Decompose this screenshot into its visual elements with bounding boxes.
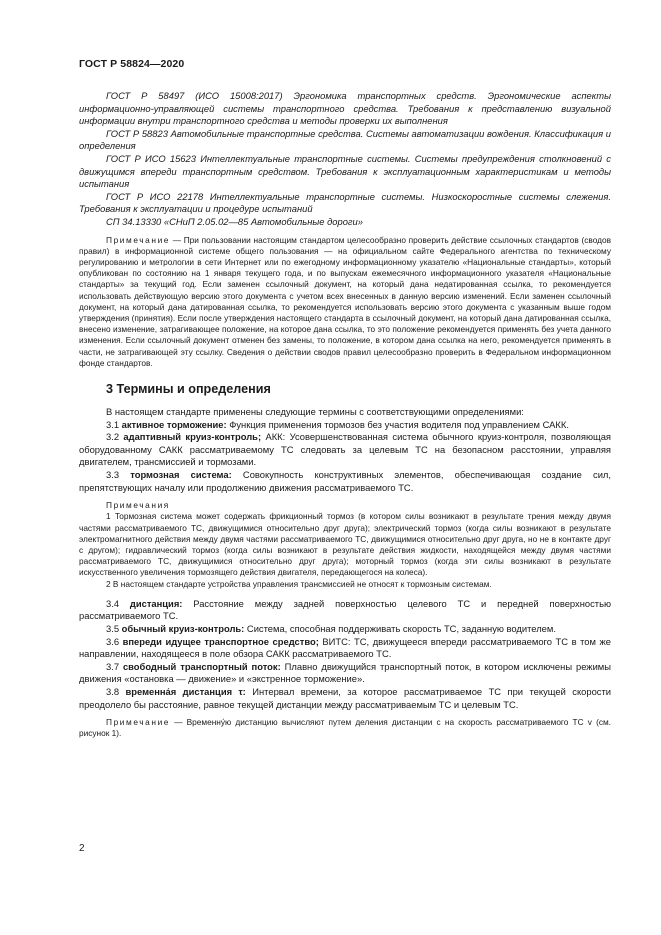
note-text: — Временну́ю дистанцию вычисляют путем деления дистанции c на скорость рассматриваемого ТС v (см. рисунок 1). (79, 717, 611, 739)
reference-entry: СП 34.13330 «СНиП 2.05.02—85 Автомобильные дороги» (106, 215, 363, 227)
term-definition: Расстояние между задней поверхностью целевого ТС и передней поверхностью рассматриваемого ТС. (79, 597, 611, 622)
term-number: 3.5 (106, 622, 122, 634)
note-text: — При пользовании настоящим стандартом целесообразно проверить действие ссылочных стандартов (сводов правил) в информационной системе общего пользования — на официальном сайте Федерального агентства по техническому регулированию и метрологии в сети Интернет или по ежегодному информационному указателю «Национальные стандарты», который опубликован по состоянию на 1 января текущего года, и по выпускам ежемесячного информационного указателя «Национальные стандарты» за текущий год. Если заменен ссылочный документ, на который дана недатированная ссылка, то рекомендуется использовать действующую версию этого документа с учетом всех внесенных в данную версию изменений. Если заменен ссылочный документ, на который дана датированная ссылка, то рекомендуется использовать версию этого документа с указанным выше годом утверждения (принятия). Если после утверждения настоящего стандарта в ссылочный документ, на который дана датированная ссылка, внесено изменение, затрагивающее положение, на которое дана ссылка, то это положение рекомендуется применять без учета данного изменения. Если ссылочный документ отменен без замены, то положение, в котором дана ссылка на него, рекомендуется применять в части, не затрагивающей эту ссылку. Сведения о действии сводов правил целесообразно проверить в Федеральном информационном фонде стандартов. (79, 234, 611, 368)
notes-label: Примечания (106, 500, 170, 511)
reference-entry: ГОСТ Р 58497 (ИСО 15008:2017) Эргономика транспортных средств. Эргономические аспекты информационно-управляющей системы транспортного средства. Требования к представлению визуальной информации внутри транспортного средства и методы проверки их выполнения (79, 90, 611, 127)
term-number: 3.4 (106, 597, 130, 609)
term-number: 3.2 (106, 431, 124, 443)
term-definition: ВИТС: ТС, движущееся впереди рассматриваемого ТС в том же направлении, находящееся в поле обзора САКК рассматриваемого ТС. (79, 635, 612, 660)
term-number: 3.6 (106, 635, 123, 647)
term-definition: Совокупность конструктивных элементов, обеспечивающая создание сил, препятствующих началу или продолжению движения рассматриваемого ТС. (79, 468, 612, 493)
note-item: 1 Тормозная система может содержать фрикционный тормоз (в котором силы возникают в результате трения между двумя частями рассматриваемого ТС, движущимися относительно друг друга); электрический тормоз (когда силы возникают в результате электромагнитного действия между двумя частями рассматриваемого ТС, движущимися относительно друг друга, но не в контакте друг с другом); гидравлический тормоз (когда силы возникают в результате действия жидкости, находящейся между двумя частями рассматриваемого ТС, движущимися относительно друг друга); моторный тормоз (когда эти силы возникают в результате искусственного увеличения тормозящего действия двигателя, передающегося на колеса). (79, 511, 611, 578)
term-3-8 (79, 686, 611, 711)
term-definition: АКК: Усовершенствованная система обычного круиз-контроля, позволяющая оборудованному САКК рассматриваемому ТС следовать за целевым ТС на безопасном расстоянии, управляя двигателем, трансмиссией и тормозами. (79, 431, 612, 468)
term-name: свободный транспортный поток: (122, 660, 281, 672)
references-note (79, 235, 611, 369)
term-name: временна́я дистанция τ: (125, 685, 246, 697)
page-number: 2 (79, 843, 85, 854)
reference-entry: ГОСТ Р ИСО 22178 Интеллектуальные транспортные системы. Низкоскоростные системы слежения. Требования к эксплуатации и процедуре испытаний (79, 190, 611, 215)
term-name: впереди идущее транспортное средство; (122, 635, 319, 647)
reference-entry: ГОСТ Р ИСО 15623 Интеллектуальные транспортные системы. Системы предупреждения столкновений с движущимся впереди транспортным средством. Требования к эксплуатационным характеристикам и методы испытания (79, 152, 611, 190)
term-3-3 (79, 469, 611, 494)
term-definition: Система, способная поддерживать скорость ТС, заданную водителем. (244, 622, 556, 634)
document-body (79, 90, 611, 740)
term-3-7 (79, 661, 611, 686)
term-3-2 (79, 431, 611, 469)
term-3-6 (79, 636, 611, 661)
note-label: Примечание (106, 234, 171, 245)
note-label: Примечание (106, 717, 171, 728)
term-name: активное торможение: (121, 418, 227, 430)
section-title: 3 Термины и определения (106, 381, 271, 396)
reference-entry: ГОСТ Р 58823 Автомобильные транспортные средства. Системы автоматизации вождения. Классификация и определения (79, 127, 611, 152)
term-number: 3.7 (106, 660, 123, 672)
term-name: адаптивный круиз-контроль; (123, 431, 262, 443)
term-number: 3.1 (106, 418, 122, 430)
term-definition: Интервал времени, за которое рассматриваемое ТС при текущей скорости преодолело бы расстояние, равное текущей дистанции между рассматриваемым ТС и целевым ТС. (79, 685, 612, 710)
term-definition: Функция применения тормозов без участия водителя под управлением САКК. (226, 418, 569, 430)
term-definition: Плавно движущийся транспортный поток, в котором исключены режимы движения «остановка — движение» и «экстренное торможение». (79, 660, 611, 685)
term-number: 3.8 (106, 685, 126, 697)
term-3-4 (79, 598, 611, 623)
section-intro: В настоящем стандарте применены следующие термины с соответствующими определениями: (106, 405, 524, 417)
note-item: 2 В настоящем стандарте устройства управления трансмиссией не относят к тормозным системам. (106, 578, 492, 589)
term-number: 3.3 (106, 468, 131, 480)
term-name: тормозная система: (130, 468, 232, 480)
term-3-5 (79, 623, 611, 636)
term-note (79, 717, 611, 739)
term-name: дистанция: (129, 597, 183, 609)
term-name: обычный круиз-контроль: (121, 622, 245, 634)
term-3-1 (79, 419, 611, 432)
document-header: ГОСТ Р 58824—2020 (79, 58, 185, 70)
